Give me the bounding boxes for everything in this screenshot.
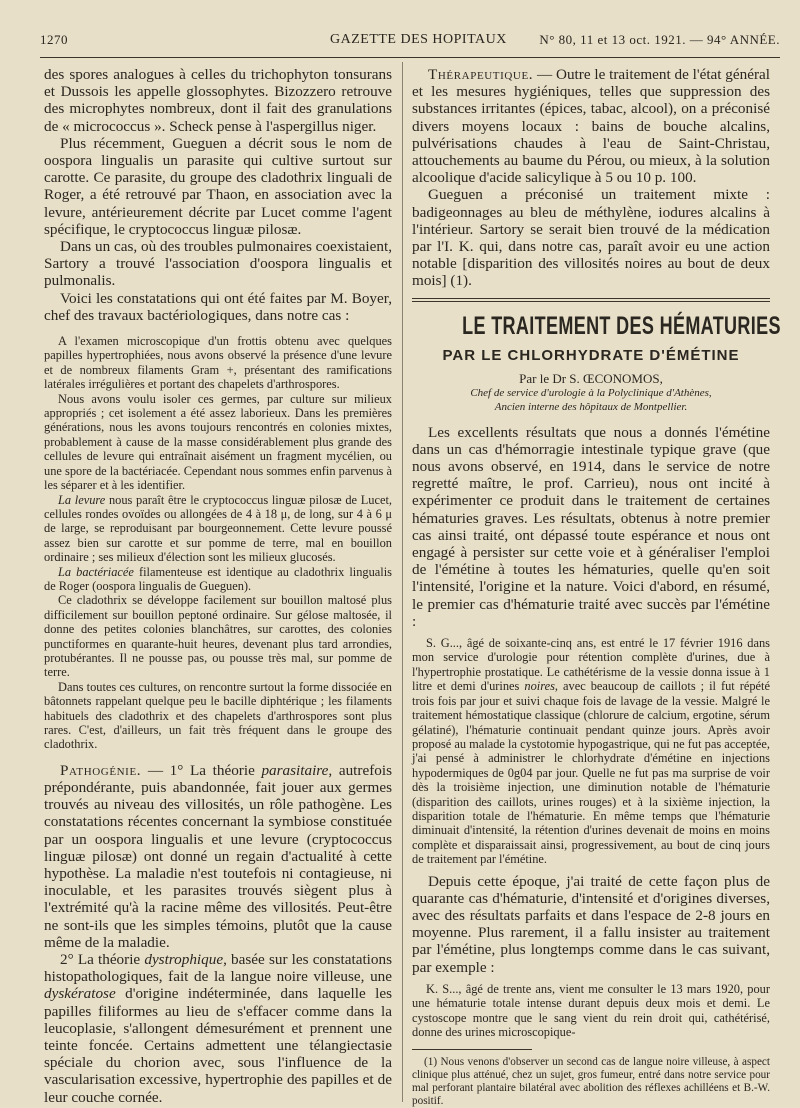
footnote: (1) Nous venons d'observer un second cas de langue noire villeuse, à aspect clinique plus atténué, chez un sujet, gros fumeur, entré dans notre service pour mal perforant plantaire bilatéral avec abolition des réflexes achilléens et B.-W. positif. <box>412 1056 770 1108</box>
article-separator <box>412 298 770 302</box>
author-role: Ancien interne des hôpitaux de Montpellier. <box>494 400 688 413</box>
case-report: S. G..., âgé de soixante-cinq ans, est entré le 17 février 1916 dans mon service d'urologie pour rétention complète d'urines, due à l'hypertrophie prostatique. Le cathétérisme de la vessie donna issue à 1 litre et demi d'urines noires, avec beaucoup de caillots ; il fut répété trois fois par jour et suivi chaque fois de lavage de la vessie. Malgré le traitement hémostatique classique (chlorure de calcium, ergotine, sérum gélatiné), l'hématurie continuait pendant quinze jours. Après avoir proposé au malade la cystotomie hypogastrique, qui ne fut pas acceptée, j'ai pensé à administrer le chlorhydrate d'émétine en injections hypodermiques de 0g04 par jour. Quelle ne fut pas ma surprise de voir dès la troisième injection, une diminution notable de l'hématurie (disparition des caillots, urines rouges) et à la sixième injection, la disparition totale de l'hématurie. En même temps que l'hématurie diminuait d'intensité, la rétention d'urines devenait de moins en moins complète et disparaissait ainsi, progressivement, au bout de cinq jours de traitement par l'émétine. <box>412 636 770 867</box>
journal-title: GAZETTE DES HOPITAUX <box>330 32 507 47</box>
paragraph: Dans toutes ces cultures, on rencontre surtout la forme dissociée en bâtonnets rappelant quelque peu le bacille diphtérique ; les filaments habituels des cladothrix et des chapelets d'arthrospores sont plus rares. C'est, d'ailleurs, un fait très fréquent dans le groupe des cladothrix. <box>44 679 392 752</box>
right-column <box>412 66 781 1108</box>
paragraph: Ce cladothrix se développe facilement sur bouillon maltosé plus difficilement sur bouillon peptoné ordinaire. Sur gélose maltosée, il donne des petites colonies blanchâtres, sur carottes, des colonies punctiformes en quarante-huit heures, devenant plus tard arrondies, protubérantes. Il ne pousse pas, ou pousse très mal, sur pomme de terre. <box>44 593 392 680</box>
paragraph: 2° La théorie dystrophique, basée sur les constatations histopathologiques, fait de la langue noire villeuse, une dyskératose d'origine indéterminée, dans laquelle les papilles filiformes au lieu de s'effacer comme dans la leucoplasie, s'allongent démesurément et prennent une teinte foncée. Certains admettent une télangiectasie spéciale du chorion avec, sous l'influence de la vascularisation excessive, hypertrophie des papilles et de leur couche cornée. <box>44 951 392 1106</box>
case-report: K. S..., âgé de trente ans, vient me consulter le 13 mars 1920, pour une hématurie totale intense durant depuis deux mois et demi. Le cystoscope montre que le sang vient du rein droit qui, cathétérisé, donne des urines microscopique- <box>412 981 770 1040</box>
page-header <box>40 30 780 52</box>
lab-report <box>44 334 392 752</box>
paragraph: Pathogénie. — 1° La théorie parasitaire, autrefois prépondérante, puis abandonnée, fait jouer aux germes trouvés au niveau des villosités, un rôle pathogène. Les constatations récentes concernant la symbiose constituée par un oospora lingualis et une levure (cryptococcus linguæ pilosæ) ont donné un regain d'actualité à cette hypothèse. La maladie n'est toutefois ni contagieuse, ni inoculable, et les parasites trouvés siègent plus à l'extrémité qu'à la racine même des villosités. Peut-être ne sont-ils que les simples témoins, plutôt que la cause même de la maladie. <box>44 761 392 951</box>
byline <box>412 372 770 414</box>
article-subtitle: PAR LE CHLORHYDRATE D'ÉMÉTINE <box>442 346 740 364</box>
footnote-rule <box>412 1049 532 1050</box>
paragraph: Plus récemment, Gueguen a décrit sous le nom de oospora lingualis un parasite qui cultive surtout sur carotte. Ce parasite, du groupe des cladothrix linguali de Roger, a été retrouvé par Thaon, en association avec la levure, antérieurement décrite par Lucet comme l'agent spécifique, le cryptococcus linguæ pilosæ. <box>44 134 392 238</box>
paragraph: Depuis cette époque, j'ai traité de cette façon plus de quarante cas d'hématurie, d'intensité et d'origines diverses, avec des résultats parfaits et dans l'espace de 2-8 jours en moyenne. Plus rarement, il a fallu insister au traitement par l'émétine, plus longtemps comme dans le cas suivant, par exemple : <box>412 872 770 976</box>
paragraph: Gueguen a préconisé un traitement mixte : badigeonnages au bleu de méthylène, iodures alcalins à l'intérieur. Sartory se serait bien trouvé de la médication par l'I. K. qui, dans notre cas, paraît avoir eu une action notable [disparition des villosités noires au bout de deux mois] (1). <box>412 186 770 290</box>
emphasis: La levure <box>58 492 106 507</box>
author-role: Chef de service d'urologie à la Polyclinique d'Athènes, <box>470 386 712 399</box>
paragraph: Nous avons voulu isoler ces germes, par culture sur milieux appropriés ; cet isolement a été assez laborieux. Dans les premières générations, nous les avons toujours rencontrés en colonies mixtes, probablement à cause de la masse considérablement plus grande des cellules de levure qui entraînait aisément un fragment mycélien, ou une spore de la bactériacée. Cependant nous sommes enfin parvenus à les séparer et à les identifier. <box>44 391 392 493</box>
section-heading: Pathogénie. <box>60 761 142 779</box>
issue-info: N° 80, 11 et 13 oct. 1921. — 94° ANNÉE. <box>539 32 780 47</box>
author: Par le Dr S. ŒCONOMOS, <box>519 370 663 386</box>
paragraph: Thérapeutique. — Outre le traitement de l'état général et les mesures hygiéniques, telles que suppression des substances irritantes (épices, tabac, alcool), on a préconisé divers moyens locaux : bains de bouche alcalins, pulvérisations chaudes à l'eau de Saint-Christau, attouchements au baume du Pérou, ou mieux, à la solution alcoolique d'acide salicylique à 5 ou 10 p. 100. <box>412 66 770 187</box>
section-heading: Thérapeutique. <box>428 66 534 83</box>
paragraph: A l'examen microscopique d'un frottis obtenu avec quelques papilles hypertrophiées, nous avons observé la présence d'une levure et de nombreux filaments Gram +, présentant des ramifications latérales irrégulières et portant des chapelets d'arthrospores. <box>44 334 392 392</box>
article-title: LE TRAITEMENT DES HÉMATURIES <box>462 311 781 340</box>
column-divider <box>402 62 403 1102</box>
page-number: 1270 <box>40 32 68 47</box>
emphasis: La bactériacée <box>58 564 134 579</box>
paragraph: Dans un cas, où des troubles pulmonaires coexistaient, Sartory a trouvé l'association d'oospora lingualis et pulmonalis. <box>44 238 392 290</box>
paragraph: Voici les constatations qui ont été faites par M. Boyer, chef des travaux bactériologiques, dans notre cas : <box>44 289 392 324</box>
paragraph: des spores analogues à celles du trichophyton tonsurans et Dussois les appelle glossophytes. Bizozzero retrouve des microphytes nombreux, dont il fait des granulations de « micrococcus ». Scheck pense à l'aspergillus niger. <box>44 66 392 135</box>
paragraph: La levure nous paraît être le cryptococcus linguæ pilosæ de Lucet, cellules rondes ovoïdes ou allongées de 4 à 18 μ, de long, sur 4 à 6 μ de large, se reproduisant par bourgeonnement. Cette levure poussé assez bien sur carotte et sur pomme de terre, mal en bouillon ordinaire ; ses milieux d'élection sont les milieux glucosés. <box>44 492 393 565</box>
header-rule <box>40 57 780 58</box>
left-column <box>44 66 393 1106</box>
paragraph: Les excellents résultats que nous a donnés l'émétine dans un cas d'hémorragie intestinale typique grave (que nous avons observé, en 1914, dans le service de notre regretté maître, le prof. Carrieu), nous ont incité à expérimenter ce produit dans le traitement de certaines hématuries graves. Les résultats, obtenus à notre premier cas ainsi traité, ont dépassé toute espérance et nous ont engagé à persister sur cette voie et à généraliser l'emploi de l'émétine à toutes les hématuries, quelle qu'en soit l'intensité, l'origine et la nature. Voici d'abord, en résumé, le premier cas d'hématurie traité avec succès par l'émétine : <box>412 423 770 630</box>
paragraph: La bactériacée filamenteuse est identique au cladothrix lingualis de Roger (oospora lingualis de Gueguen). <box>44 564 392 593</box>
